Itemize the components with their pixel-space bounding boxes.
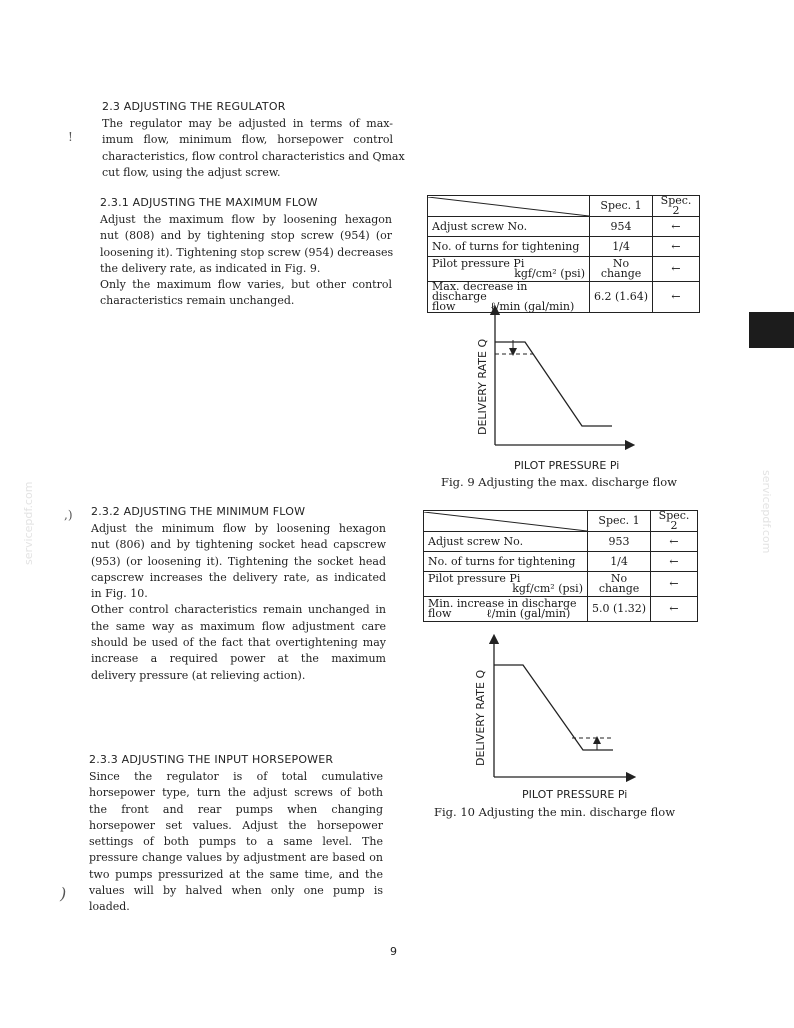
flow-curve [494,665,613,750]
text-line: Only the maximum flow varies, but other control [100,278,392,292]
text-line: nut (808) and by tightening stop screw (954) (or [100,229,392,243]
page-number: 9 [390,945,397,958]
section-paragraph [100,212,392,310]
watermark: servicepdf.com [760,470,773,554]
row-label-unit: kgf/cm² (psi) [514,267,585,280]
table-row [424,597,698,622]
text-line: Adjust the minimum flow by loosening hexagon [91,522,386,535]
watermark: servicepdf.com [22,481,35,565]
spec1-value-line2: change [598,582,640,595]
spec1-value-line2: change [600,267,642,280]
spec-table-min-flow [423,510,698,622]
row-label-unit: flow ℓ/min (gal/min) [432,300,575,313]
text-line: Since the regulator is of total cumulative [89,770,383,783]
section-heading: 2.3.2 ADJUSTING THE MINIMUM FLOW [91,505,306,518]
text-line: loosening it). Tightening stop screw (954) decreases [100,245,394,259]
figure-9 [470,305,650,455]
row-label: Adjust screw No. [432,219,528,233]
spec2-value: ← [651,552,698,572]
figure-caption: Fig. 10 Adjusting the min. discharge flow [434,805,676,819]
text-line: The regulator may be adjusted in terms of max- [102,117,393,130]
text-line: imum flow, minimum flow, horsepower control [102,133,393,147]
text-line: horsepower type, turn the adjust screws of both [89,786,383,800]
text-line: nut (806) and by tightening socket head capscrew [91,538,386,552]
spec1-value: 953 [588,532,651,552]
figure-10-graph [469,634,649,784]
spec2-value: ← [653,237,700,257]
section-heading: 2.3.1 ADJUSTING THE MAXIMUM FLOW [100,196,318,209]
table-row [428,237,700,257]
table-row [424,552,698,572]
table-row [428,257,700,282]
section-heading: 2.3 ADJUSTING THE REGULATOR [102,100,286,113]
row-label-unit: flow ℓ/min (gal/min) [428,607,571,620]
table-row [424,532,698,552]
margin-mark: ,) [64,508,73,522]
spec2-value: ← [651,572,698,597]
row-label: Adjust screw No. [428,534,524,548]
spec1-value: 6.2 (1.64) [590,282,653,313]
text-line: pressure change values by adjustment are based on [89,851,383,865]
spec2-value: ← [651,532,698,552]
x-axis-label: PILOT PRESSURE Pi [522,788,628,801]
row-label: Pilot pressure Pi [432,257,525,270]
row-label: Max. decrease in discharge [432,280,528,303]
spec1-value: 1/4 [590,237,653,257]
section-paragraph [102,116,405,181]
text-line: horsepower set values. Adjust the horsepower [89,818,383,832]
text-line: the same way as maximum flow adjustment care [91,619,386,633]
text-line: the front and rear pumps when changing [89,802,383,816]
y-axis-label: DELIVERY RATE Q [476,338,489,435]
text-line: loaded. [89,900,130,914]
margin-mark: ) [60,884,67,903]
text-line: in Fig. 10. [91,587,148,601]
spec1-value: 954 [590,217,653,237]
text-line: the delivery rate, as indicated in Fig. 9. [100,261,321,275]
table-corner-cell [424,511,588,532]
spec1-value: No [610,572,628,585]
figure-10 [469,634,649,784]
column-header: Spec. 1 [588,511,651,532]
text-line: values will by halved when only one pump is [89,884,383,898]
text-line: cut flow, using the adjust screw. [102,165,281,179]
text-line: (953) (or loosening it). Tightening the socket head [91,554,386,568]
x-axis-label: PILOT PRESSURE Pi [514,459,620,472]
spec1-value: No [612,257,630,270]
text-line: two pumps pressurized at the same time, and the [89,867,383,881]
margin-mark: ! [68,130,73,144]
section-paragraph [91,521,386,684]
text-line: capscrew increases the delivery rate, as indicated [91,570,386,584]
row-label: No. of turns for tightening [432,239,580,253]
flow-curve [495,342,612,426]
table-row [428,217,700,237]
text-line: characteristics, flow control characteristics and Qmax [102,149,405,163]
spec-table-max-flow [427,195,700,313]
column-header: Spec. 2 [653,196,700,217]
text-line: Other control characteristics remain unchanged in [91,603,386,617]
text-line: delivery pressure (at relieving action). [91,668,306,682]
column-header: Spec. 2 [651,511,698,532]
spec2-value: ← [653,257,700,282]
table-corner-cell [428,196,590,217]
spec1-value: 5.0 (1.32) [588,597,651,622]
figure-9-graph [470,305,650,455]
spec2-value: ← [651,597,698,622]
row-label-unit: kgf/cm² (psi) [512,582,583,595]
text-line: increase a required power at the maximum [91,652,386,666]
text-line: characteristics remain unchanged. [100,294,295,308]
text-line: should be used of the fact that overtightening may [91,636,386,650]
spec2-value: ← [653,282,700,313]
y-axis-label: DELIVERY RATE Q [474,669,487,766]
row-label: No. of turns for tightening [428,554,576,568]
row-label: Min. increase in discharge [428,597,577,610]
spec2-value: ← [653,217,700,237]
text-line: settings of both pumps to a same level. The [89,835,383,849]
table-row [424,572,698,597]
section-heading: 2.3.3 ADJUSTING THE INPUT HORSEPOWER [89,753,334,766]
section-tab-marker [749,312,794,348]
text-line: Adjust the maximum flow by loosening hexagon [100,213,392,226]
figure-caption: Fig. 9 Adjusting the max. discharge flow [441,475,678,489]
spec1-value: 1/4 [588,552,651,572]
section-paragraph [89,769,383,916]
column-header: Spec. 1 [590,196,653,217]
row-label: Pilot pressure Pi [428,572,521,585]
